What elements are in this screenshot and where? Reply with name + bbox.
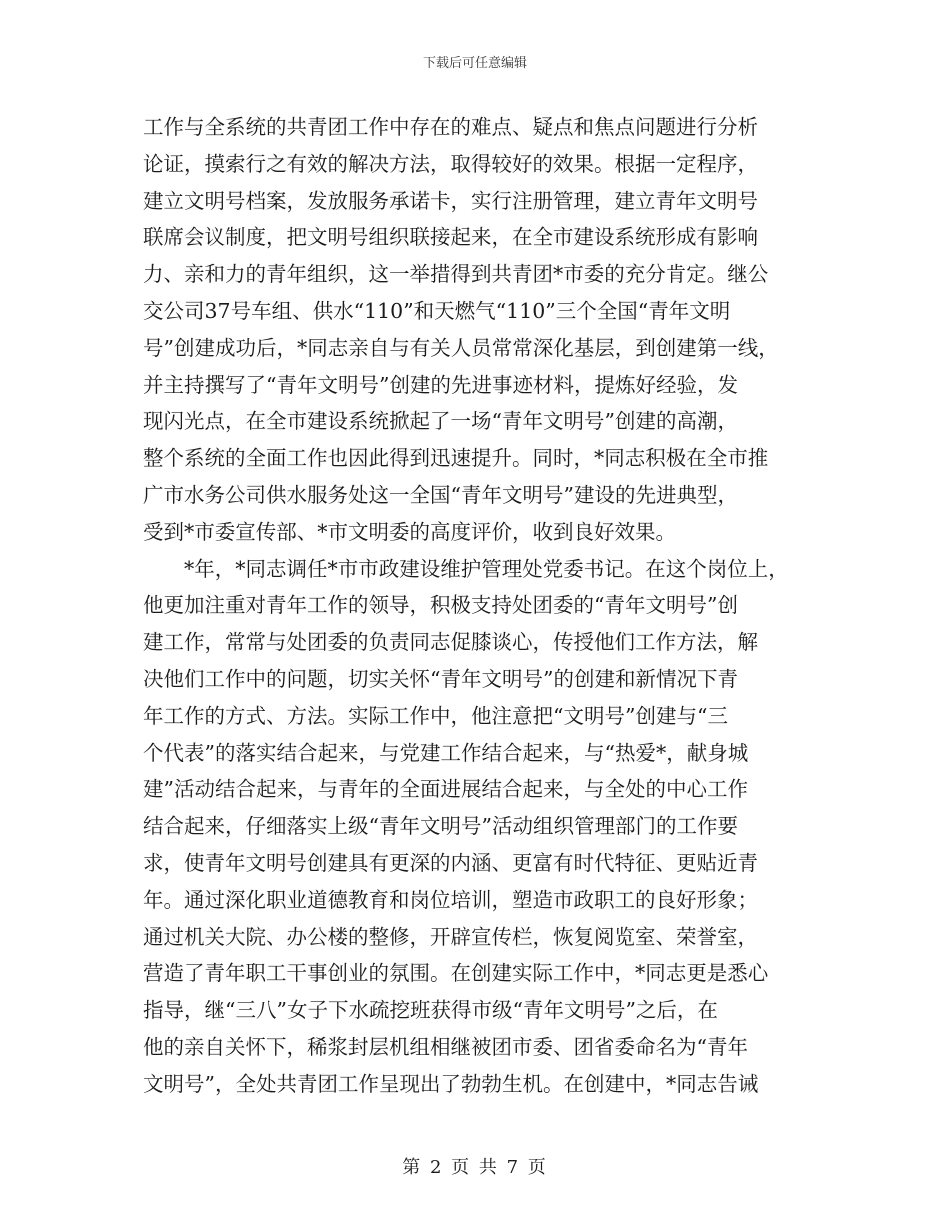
text-line: 号”创建成功后，*同志亲自与有关人员常常深化基层，到创建第一线， bbox=[143, 335, 779, 360]
text-line: 建”活动结合起来，与青年的全面进展结合起来，与全处的中心工作 bbox=[143, 777, 748, 802]
text-line: 整个系统的全面工作也因此得到迅速提升。同时，*同志积极在全市推 bbox=[143, 446, 769, 471]
text-line: 求，使青年文明号创建具有更深的内涵、更富有时代特征、更贴近青 bbox=[143, 850, 758, 875]
text-line: 建工作，常常与处团委的负责同志促膝谈心，传授他们工作方法，解 bbox=[143, 630, 758, 655]
paragraph-first-line: *年，*同志调任*市市政建设维护管理处党委书记。在这个岗位上， bbox=[184, 556, 789, 581]
text-line: 指导，继“三八”女子下水疏挖班获得市级“青年文明号”之后，在 bbox=[143, 998, 718, 1023]
text-line: 年工作的方式、方法。实际工作中，他注意把“文明号”创建与“三 bbox=[143, 703, 728, 728]
text-line: 联席会议制度，把文明号组织联接起来，在全市建设系统形成有影响 bbox=[143, 225, 758, 250]
text-line: 年。通过深化职业道德教育和岗位培训，塑造市政职工的良好形象； bbox=[143, 887, 758, 912]
text-line: 交公司37号车组、供水“110”和天燃气“110”三个全国“青年文明 bbox=[143, 298, 731, 323]
text-line: 论证，摸索行之有效的解决方法，取得较好的效果。根据一定程序， bbox=[143, 151, 758, 176]
text-line: 决他们工作中的问题，切实关怀“青年文明号”的创建和新情况下青 bbox=[143, 666, 738, 691]
text-line: 文明号”，全处共青团工作呈现出了勃勃生机。在创建中，*同志告诫 bbox=[143, 1071, 759, 1096]
page-number-footer: 第 2 页 共 7 页 bbox=[402, 1157, 548, 1178]
page-header: 下载后可任意编辑 bbox=[422, 56, 527, 71]
text-line: 受到*市委宣传部、*市文明委的高度评价，收到良好效果。 bbox=[143, 519, 676, 544]
text-line: 结合起来，仔细落实上级“青年文明号”活动组织管理部门的工作要 bbox=[143, 814, 738, 839]
text-line: 营造了青年职工干事创业的氛围。在创建实际工作中，*同志更是悉心 bbox=[143, 961, 769, 986]
text-line: 现闪光点，在全市建设系统掀起了一场“青年文明号”创建的高潮， bbox=[143, 409, 738, 434]
text-line: 他更加注重对青年工作的领导，积极支持处团委的“青年文明号”创 bbox=[143, 593, 738, 618]
text-line: 个代表”的落实结合起来，与党建工作结合起来，与“热爱*，献身城 bbox=[143, 740, 749, 765]
document-body bbox=[143, 109, 823, 1103]
text-line: 通过机关大院、办公楼的整修，开辟宣传栏，恢复阅览室、荣誉室， bbox=[143, 924, 758, 949]
text-line: 工作与全系统的共青团工作中存在的难点、疑点和焦点问题进行分析 bbox=[143, 115, 758, 139]
text-line: 广市水务公司供水服务处这一全国“青年文明号”建设的先进典型， bbox=[143, 482, 738, 507]
text-line: 建立文明号档案，发放服务承诺卡，实行注册管理，建立青年文明号 bbox=[143, 188, 758, 213]
text-line: 并主持撰写了“青年文明号”创建的先进事迹材料，提炼好经验，发 bbox=[143, 372, 738, 397]
text-line: 他的亲自关怀下，稀浆封层机组相继被团市委、团省委命名为“青年 bbox=[143, 1034, 748, 1059]
text-line: 力、亲和力的青年组织，这一举措得到共青团*市委的充分肯定。继公 bbox=[143, 262, 769, 287]
